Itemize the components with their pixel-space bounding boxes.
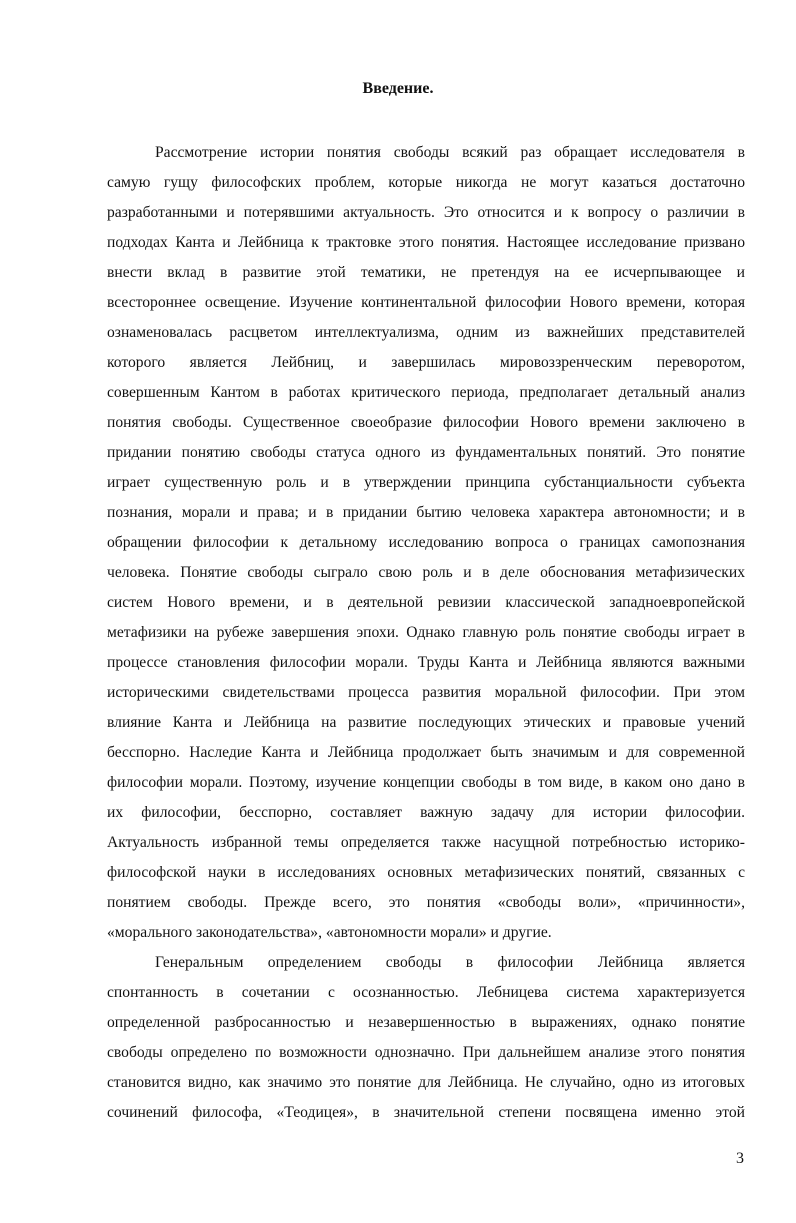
text-line: Актуальность избранной темы определяется также насущной потребностью историко- — [107, 834, 745, 851]
text-line: внести вклад в развитие этой тематики, не претендуя на ее исчерпывающее и — [107, 264, 745, 281]
text-line: систем Нового времени, и в деятельной ревизии классической западноевропейской — [107, 594, 745, 611]
text-line: совершенным Кантом в работах критического периода, предполагает детальный анализ — [107, 384, 745, 401]
text-line: Рассмотрение истории понятия свободы всякий раз обращает исследователя в — [155, 144, 745, 161]
text-line: свободы определено по возможности однозначно. При дальнейшем анализе этого понятия — [107, 1044, 745, 1061]
text-line: определенной разбросанностью и незавершенностью в выражениях, однако понятие — [107, 1014, 745, 1031]
text-line: сочинений философа, «Теодицея», в значительной степени посвящена именно этой — [107, 1104, 745, 1121]
text-line: человека. Понятие свободы сыграло свою роль и в деле обоснования метафизических — [107, 564, 745, 581]
text-line: философии морали. Поэтому, изучение концепции свободы в том виде, в каком оно дано в — [107, 774, 745, 791]
text-line: ознаменовалась расцветом интеллектуализма, одним из важнейших представителей — [107, 324, 745, 341]
text-line: «морального законодательства», «автономности морали» и другие. — [107, 924, 552, 941]
text-line: подходах Канта и Лейбница к трактовке этого понятия. Настоящее исследование призвано — [107, 234, 745, 251]
text-line: философской науки в исследованиях основных метафизических понятий, связанных с — [107, 864, 745, 881]
text-line: познания, морали и права; и в придании бытию человека характера автономности; и в — [107, 504, 745, 521]
text-line: придании понятию свободы статуса одного из фундаментальных понятий. Это понятие — [107, 444, 745, 461]
text-line: метафизики на рубеже завершения эпохи. Однако главную роль понятие свободы играет в — [107, 624, 745, 641]
document-body — [107, 138, 745, 1128]
paragraph — [107, 948, 745, 1128]
text-line: обращении философии к детальному исследованию вопроса о границах самопознания — [107, 534, 745, 551]
text-line: их философии, бесспорно, составляет важную задачу для истории философии. — [107, 804, 745, 821]
text-line: разработанными и потерявшими актуальность. Это относится и к вопросу о различии в — [107, 204, 745, 221]
text-line: спонтанность в сочетании с осознанностью. Лебницева система характеризуется — [107, 984, 745, 1001]
text-line: которого является Лейбниц, и завершилась мировоззренческим переворотом, — [107, 354, 745, 371]
text-line: становится видно, как значимо это понятие для Лейбница. Не случайно, одно из итоговых — [107, 1074, 745, 1091]
text-line: влияние Канта и Лейбница на развитие последующих этических и правовые учений — [107, 714, 745, 731]
text-line: понятием свободы. Прежде всего, это понятия «свободы воли», «причинности», — [107, 894, 745, 911]
text-line: играет существенную роль и в утверждении принципа субстанциальности субъекта — [107, 474, 745, 491]
page-number: 3 — [736, 1150, 744, 1167]
text-line: бесспорно. Наследие Канта и Лейбница продолжает быть значимым и для современной — [107, 744, 745, 761]
text-line: понятия свободы. Существенное своеобразие философии Нового времени заключено в — [107, 414, 745, 431]
text-line: самую гущу философских проблем, которые никогда не могут казаться достаточно — [107, 174, 745, 191]
text-line: Генеральным определением свободы в философии Лейбница является — [155, 954, 745, 971]
paragraph — [107, 138, 745, 948]
page-title: Введение. — [362, 80, 434, 97]
text-line: процессе становления философии морали. Труды Канта и Лейбница являются важными — [107, 654, 745, 671]
text-line: всестороннее освещение. Изучение континентальной философии Нового времени, которая — [107, 294, 745, 311]
text-line: историческими свидетельствами процесса развития моральной философии. При этом — [107, 684, 745, 701]
